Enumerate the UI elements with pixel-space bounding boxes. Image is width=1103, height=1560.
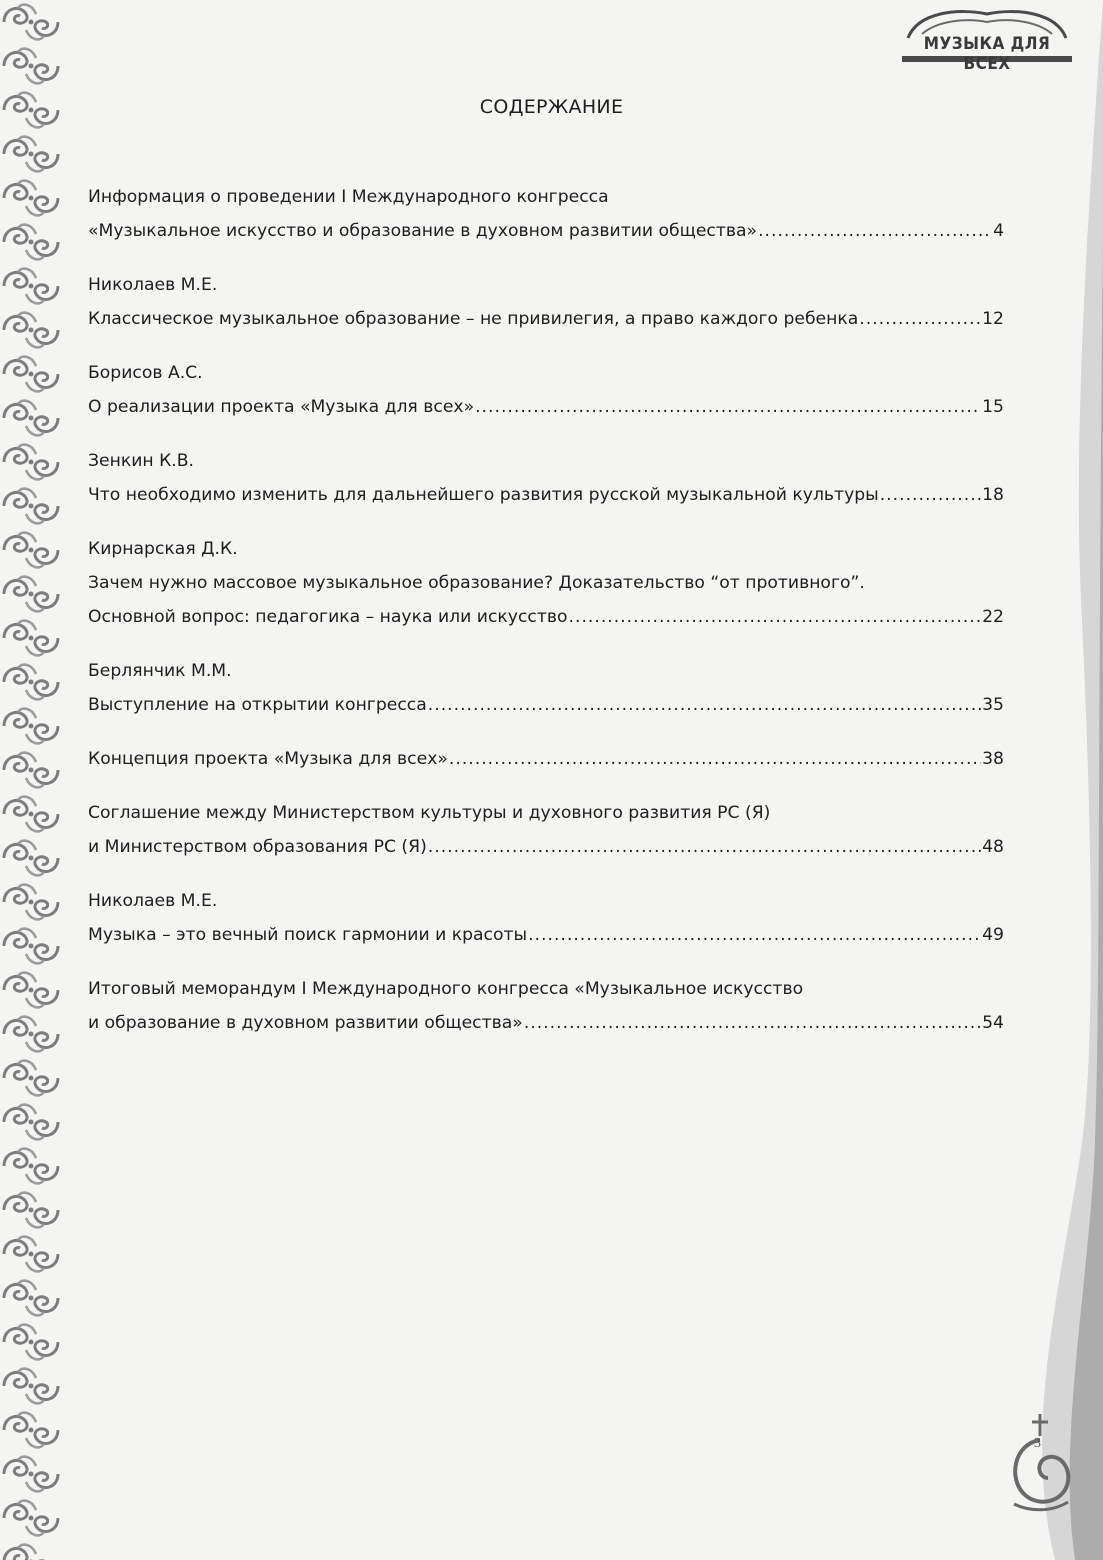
toc-dot-leader [475,390,981,424]
toc-line-text: Берлянчик М.М. [88,661,232,681]
toc-line [88,356,1004,390]
toc-page-number: 48 [982,837,1004,857]
toc-line-text: Зенкин К.В. [88,451,195,471]
toc-line [88,180,1004,214]
toc-page-number: 35 [982,695,1004,715]
toc-line [88,1006,1004,1040]
toc-line-text: Информация о проведении I Международного конгресса [88,187,609,207]
ornament-bottom-right-icon [1000,1408,1080,1518]
table-of-contents [88,180,1004,1040]
toc-page-number: 38 [982,749,1004,769]
toc-entry [88,268,1004,336]
toc-page-number: 54 [982,1013,1004,1033]
toc-entry [88,796,1004,864]
logo-text: МУЗЫКА ДЛЯ ВСЕХ [923,34,1051,74]
toc-line [88,532,1004,566]
toc-entry [88,180,1004,248]
toc-line-text: и Министерством образования РС (Я) [88,837,427,857]
toc-line-text: Николаев М.Е. [88,891,218,911]
toc-entry [88,356,1004,424]
toc-line [88,830,1004,864]
toc-line-text: Музыка – это вечный поиск гармонии и красоты [88,925,528,945]
toc-line-text: Концепция проекта «Музыка для всех» [88,749,448,769]
toc-line-text: Что необходимо изменить для дальнейшего развития русской музыкальной культуры [88,485,879,505]
toc-line-text: и образование в духовном развитии общества» [88,1013,523,1033]
toc-dot-leader [569,600,982,634]
toc-page-number: 15 [982,397,1004,417]
toc-line [88,566,1004,600]
toc-line [88,972,1004,1006]
toc-line [88,444,1004,478]
toc-line-text: Классическое музыкальное образование – не привилегия, а право каждого ребенка [88,309,859,329]
toc-line [88,478,1004,512]
toc-entry [88,972,1004,1040]
toc-line-text: О реализации проекта «Музыка для всех» [88,397,475,417]
toc-line [88,268,1004,302]
toc-dot-leader [428,830,981,864]
toc-dot-leader [449,742,981,776]
toc-line [88,742,1004,776]
toc-line-text: Кирнарская Д.К. [88,539,238,559]
toc-page-number: 18 [982,485,1004,505]
toc-line-text: Выступление на открытии конгресса [88,695,427,715]
toc-line-text: «Музыкальное искусство и образование в духовном развитии общества» [88,221,758,241]
toc-line [88,884,1004,918]
toc-dot-leader [428,688,981,722]
toc-entry [88,654,1004,722]
toc-dot-leader [758,214,992,248]
toc-line-text: Основной вопрос: педагогика – наука или искусство [88,607,568,627]
toc-line [88,600,1004,634]
toc-title: СОДЕРЖАНИЕ [479,96,624,118]
toc-entry [88,532,1004,634]
toc-line-text: Борисов А.С. [88,363,203,383]
toc-line [88,796,1004,830]
toc-dot-leader [524,1006,981,1040]
toc-page-number: 4 [993,221,1004,241]
toc-page-number: 49 [982,925,1004,945]
page-number: 3 [1034,1436,1041,1451]
toc-line-text: Николаев М.Е. [88,275,218,295]
toc-dot-leader [880,478,981,512]
toc-line [88,214,1004,248]
toc-line [88,390,1004,424]
toc-line [88,688,1004,722]
toc-line-text: Зачем нужно массовое музыкальное образование? Доказательство “от противного”. [88,573,865,593]
toc-page-number: 12 [982,309,1004,329]
toc-line-text: Итоговый меморандум I Международного конгресса «Музыкальное искусство [88,979,804,999]
ornamental-border-left [0,0,62,1560]
logo-music-for-all [898,8,1076,74]
toc-entry [88,742,1004,776]
toc-entry [88,444,1004,512]
toc-line [88,918,1004,952]
toc-line [88,302,1004,336]
toc-entry [88,884,1004,952]
toc-line [88,654,1004,688]
toc-line-text: Соглашение между Министерством культуры и духовного развития РС (Я) [88,803,771,823]
toc-page-number: 22 [982,607,1004,627]
toc-dot-leader [859,302,981,336]
toc-dot-leader [528,918,981,952]
